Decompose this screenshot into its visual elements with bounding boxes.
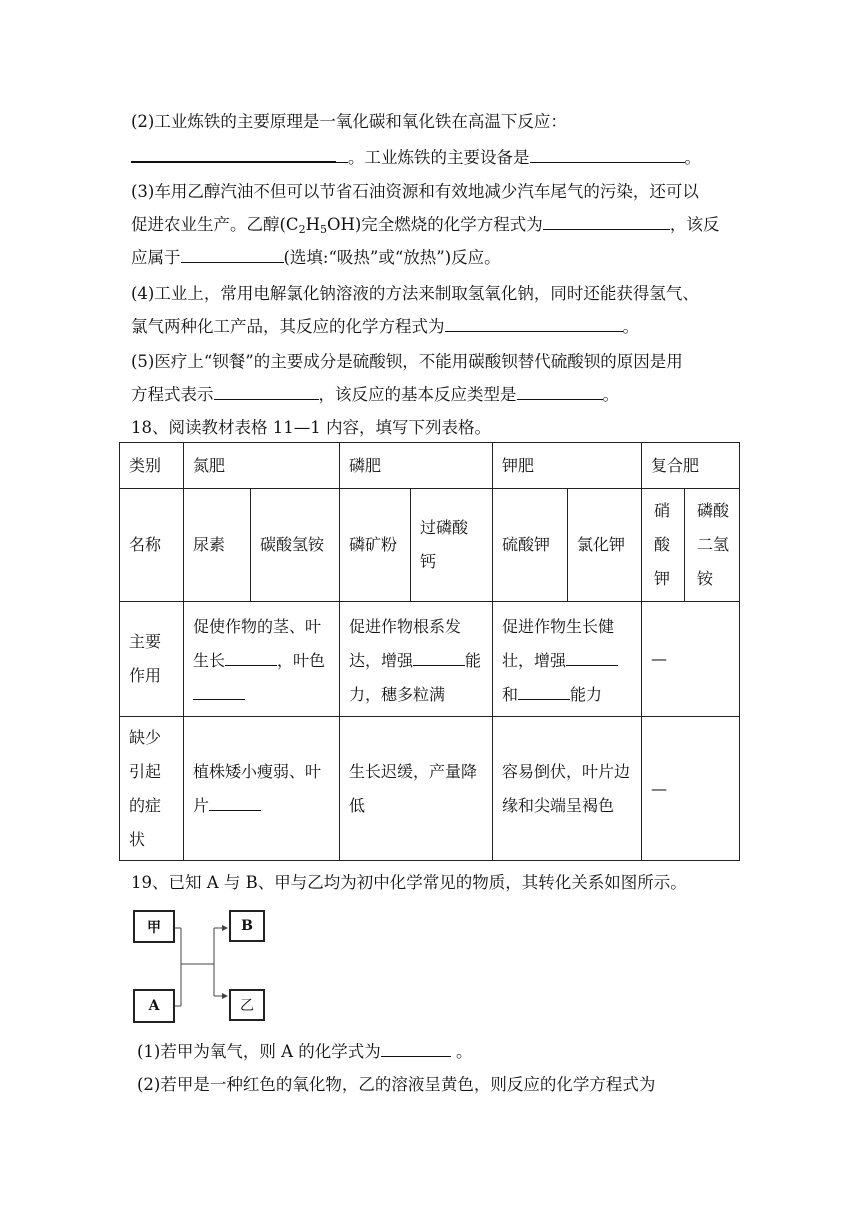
cell-ammonium-bicarbonate: 碳酸氢铵 [251,489,340,602]
header-category: 类别 [120,443,184,489]
q17-part3-line2: 促进农业生产。乙醇$(C_2H_5OH)$完全燃烧的化学方程式为 ，该反 [131,215,720,236]
cell-compound-role: — [642,602,740,717]
cell-potash-deficiency: 容易倒伏，叶片边 缘和尖端呈褐色 [493,717,642,861]
cell-nitrogen-role: 促使作物的茎、叶 生长 ，叶色 [184,602,340,717]
box-b: B [229,910,265,942]
cell-nitrogen-deficiency: 植株矮小瘦弱、叶 片 [184,717,340,861]
cell-compound-deficiency: — [642,717,740,861]
q17-part4-line2: 氯气两种化工产品，其反应的化学方程式为 。 [131,317,639,336]
q17-part4-line1: (4)工业上，常用电解氯化钠溶液的方法来制取氢氧化钠，同时还能获得氢气、 [131,284,699,303]
q18-title: 18、阅读教材表格 11—1 内容，填写下列表格。 [131,418,491,437]
q17-part5-line2: 方程式表示 ，该反应的基本反应类型是 。 [131,385,619,404]
row-label-name: 名称 [120,489,184,602]
box-jia: 甲 [133,910,175,943]
q17-part3-line1: (3)车用乙醇汽油不但可以节省石油资源和有效地减少汽车尾气的污染，还可以 [131,182,699,201]
header-compound: 复合肥 [642,443,740,489]
cell-ammonium-dihydrogen-phosphate: 磷酸 二氢 铵 [685,489,740,602]
row-label-deficiency: 缺少 引起 的症 状 [120,717,184,861]
q17-part3-line3: 应属于 (选填:“吸热”或“放热”)反应。 [131,248,501,267]
cell-potassium-nitrate: 硝 酸 钾 [642,489,685,602]
box-a: A [133,989,175,1023]
cell-potassium-chloride: 氯化钾 [568,489,642,602]
cell-phosphate-deficiency: 生长迟缓，产量降 低 [340,717,493,861]
q17-part5-line1: (5)医疗上“钡餐”的主要成分是硫酸钡，不能用碳酸钡替代硫酸钡的原因是用 [131,352,683,371]
box-yi: 乙 [229,989,265,1021]
q17-part2-line2: 。工业炼铁的主要设备是 。 [131,146,701,169]
header-potash: 钾肥 [493,443,642,489]
cell-phosphate-rock: 磷矿粉 [340,489,411,602]
header-nitrogen: 氮肥 [184,443,340,489]
q17-part2-line1: (2)工业炼铁的主要原理是一氧化碳和氧化铁在高温下反应： [131,112,567,131]
q19-part2: (2)若甲是一种红色的氧化物，乙的溶液呈黄色，则反应的化学方程式为 [137,1075,656,1094]
cell-potassium-sulfate: 硫酸钾 [493,489,568,602]
q19-part1: (1)若甲为氧气，则 A 的化学式为 。 [137,1042,473,1061]
cell-phosphate-role: 促进作物根系发 达，增强 能 力，穗多粒满 [340,602,493,717]
cell-urea: 尿素 [184,489,251,602]
row-label-role: 主要 作用 [120,602,184,717]
cell-superphosphate: 过磷酸 钙 [411,489,493,602]
q19-title: 19、已知 A 与 B、甲与乙均为初中化学常见的物质，其转化关系如图所示。 [131,873,687,892]
cell-potash-role: 促进作物生长健 壮，增强 和 能力 [493,602,642,717]
answer-blank[interactable] [381,1041,451,1057]
header-phosphate: 磷肥 [340,443,493,489]
